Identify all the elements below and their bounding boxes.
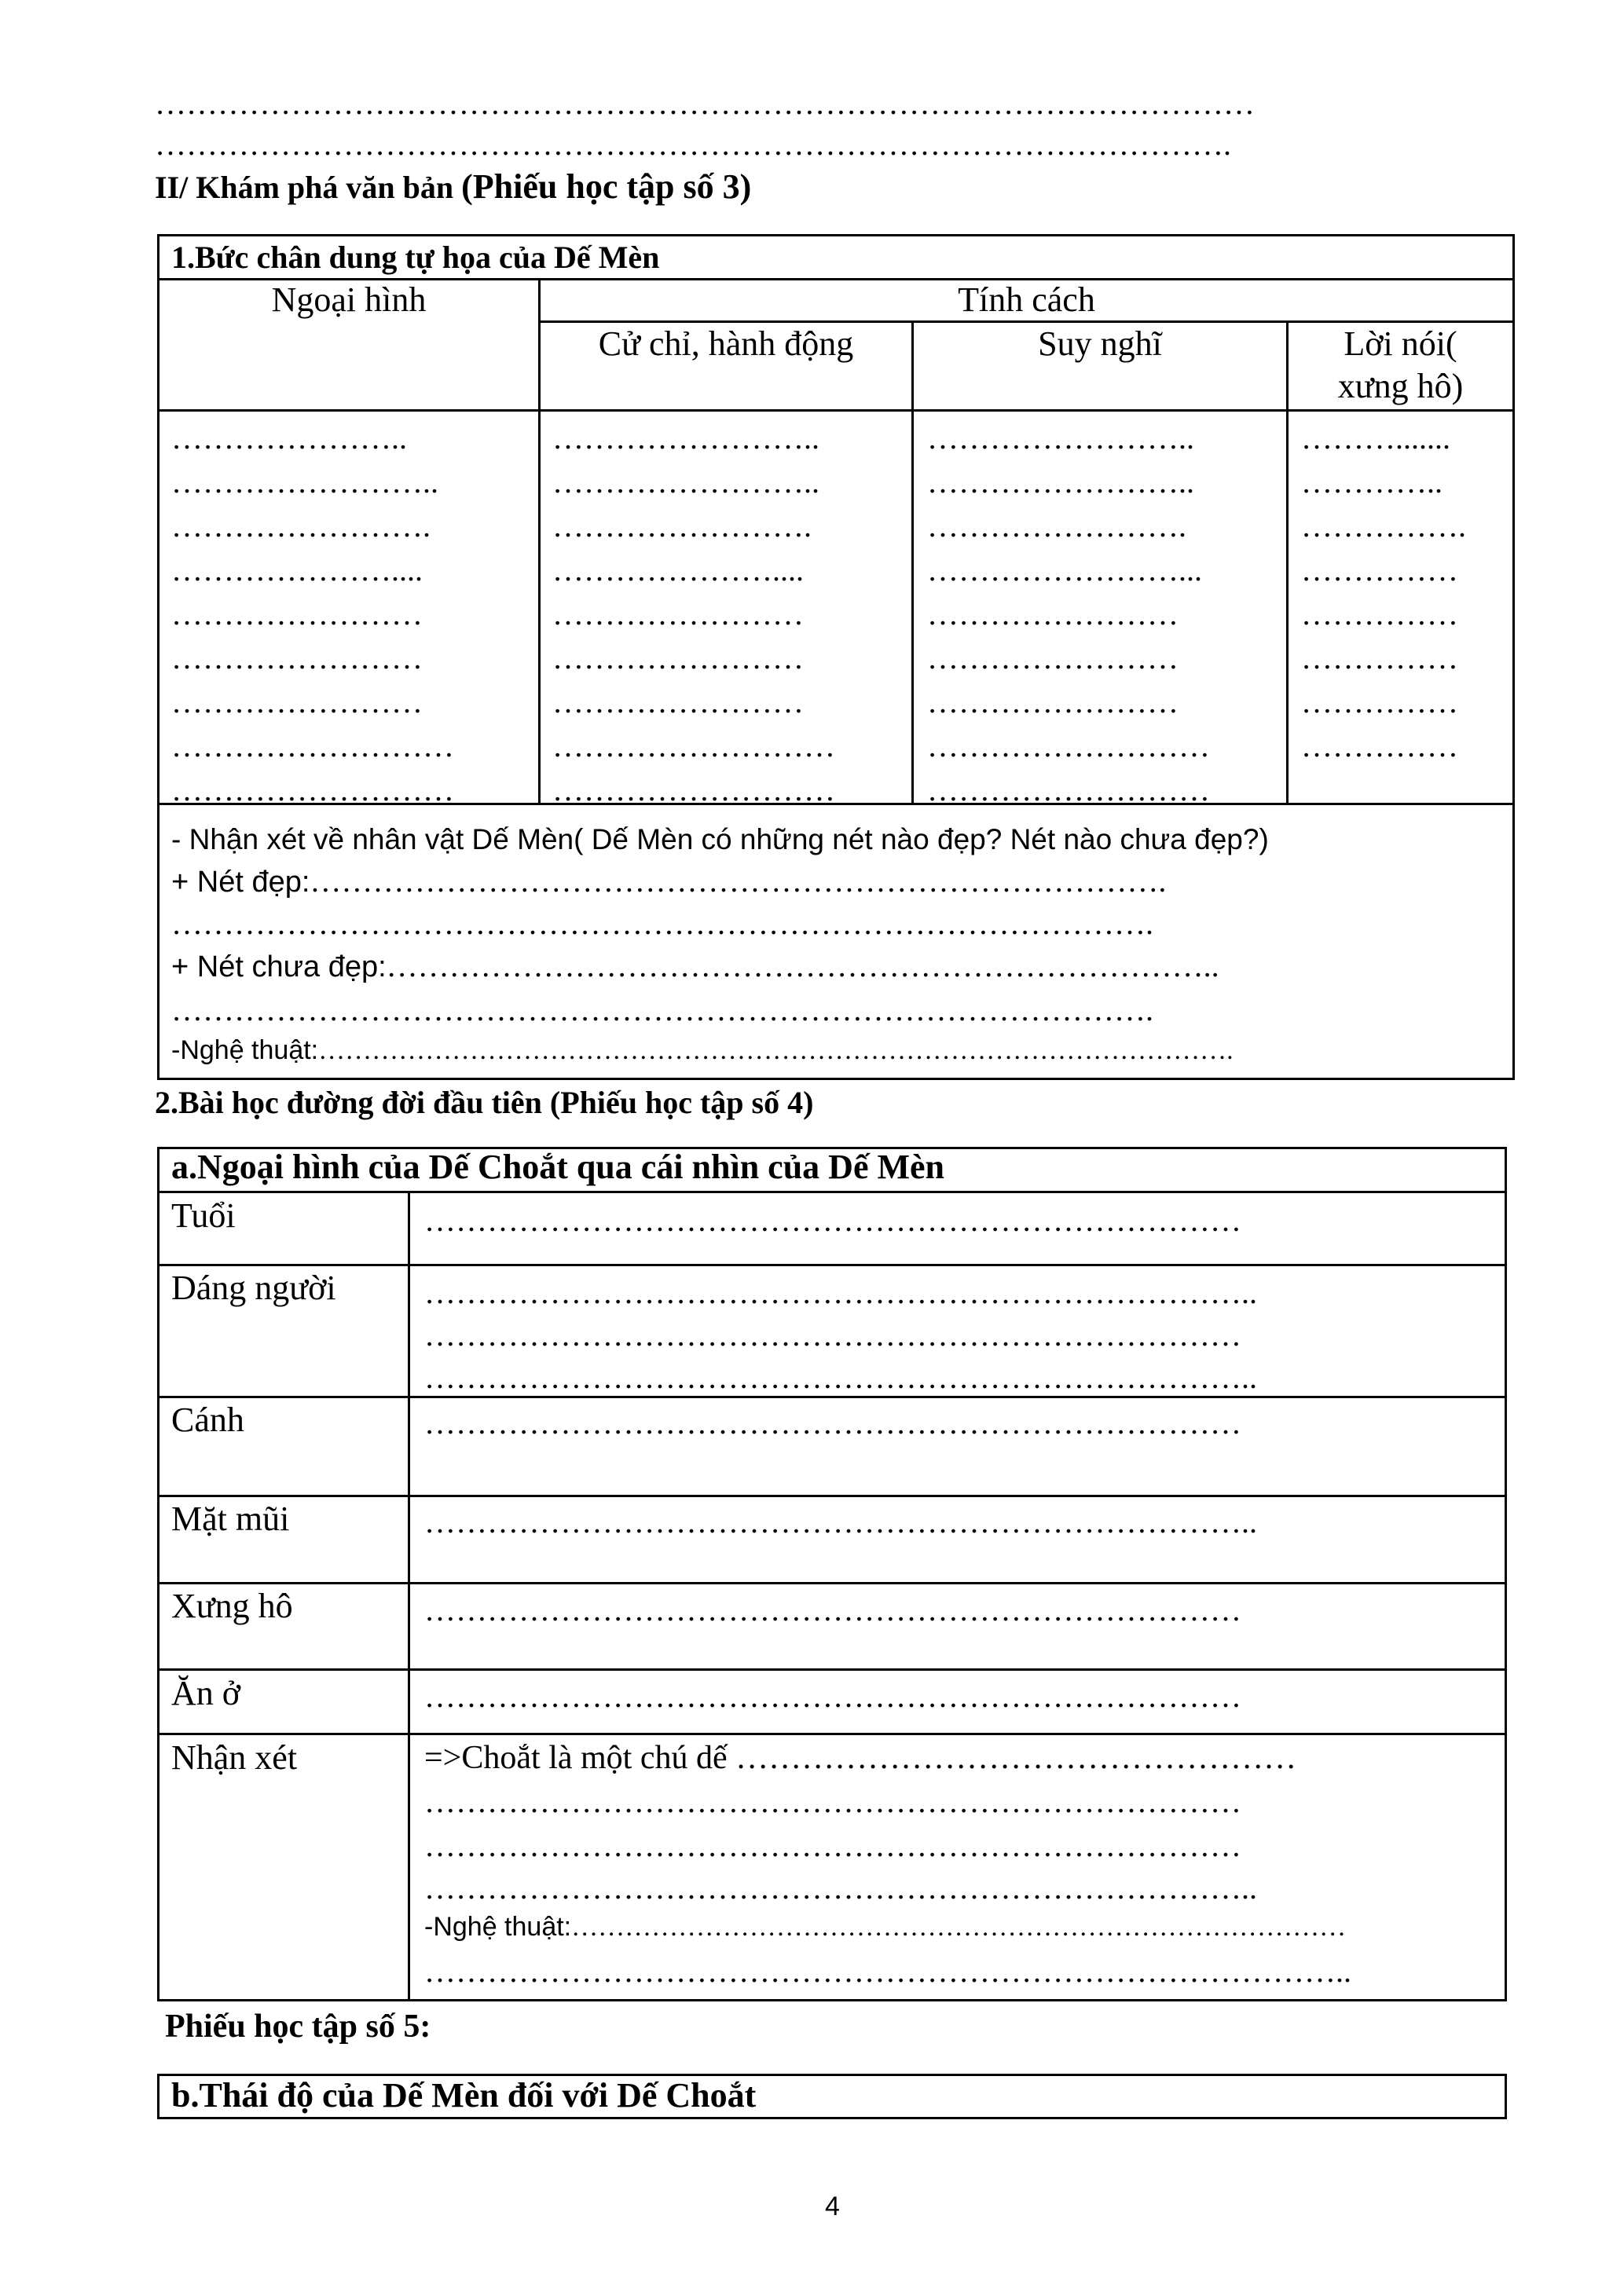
row-dots-living: …………………………………………………………………… bbox=[424, 1679, 1241, 1714]
sub-thoughts-header: Suy nghĩ bbox=[1038, 324, 1162, 363]
art-label-1: -Nghệ thuật: bbox=[171, 1035, 319, 1065]
art-dots-1: …………………………………………………………………………………………. bbox=[318, 1036, 1234, 1065]
dotted-line: ……………………… bbox=[171, 772, 454, 807]
col-personality-header: Tính cách bbox=[958, 280, 1095, 319]
section-heading bbox=[155, 167, 751, 207]
good-traits-label: + Nét đẹp: bbox=[171, 866, 310, 899]
dotted-line: ……………………... bbox=[927, 552, 1202, 588]
dotted-line: …………… bbox=[1301, 640, 1458, 676]
comment-dotted-line-4: …………………………………………………………………………………. bbox=[171, 992, 1153, 1027]
dotted-line: …………………….. bbox=[927, 464, 1194, 500]
sheet5-heading: Phiếu học tập số 5: bbox=[165, 2009, 431, 2045]
dotted-line: ………….. bbox=[1301, 464, 1443, 500]
dotted-line: ……………………… bbox=[552, 728, 835, 764]
dotted-line: ………………….... bbox=[552, 552, 804, 588]
comment-dots-2: …………………………………………………………………… bbox=[424, 1828, 1241, 1863]
speech-dotted-column bbox=[1301, 416, 1512, 768]
dotted-line: …………………….. bbox=[552, 420, 819, 456]
page-number: 4 bbox=[825, 2192, 840, 2221]
sub-speech-header-2: xưng hô) bbox=[1337, 367, 1464, 405]
row-dots-figure-1: …………………………………………………………………….. bbox=[424, 1275, 1257, 1310]
row-label-address: Xưng hô bbox=[171, 1587, 293, 1625]
art-dots-2: …………………………………………………………………………… bbox=[571, 1913, 1347, 1942]
top-dotted-line-2: …………………………………………………………………………………………. bbox=[155, 126, 1231, 162]
comment-dots-1: …………………………………………………………………… bbox=[424, 1784, 1241, 1819]
dotted-line: ……………………. bbox=[552, 508, 812, 544]
dotted-line: …………………… bbox=[552, 596, 804, 632]
comment-dots-3: …………………………………………………………………….. bbox=[424, 1870, 1257, 1906]
comment-first-line: =>Choắt là một chú dế …………………………………………… bbox=[424, 1740, 1297, 1776]
notgood-traits-line bbox=[171, 947, 1219, 984]
row-label-living: Ăn ở bbox=[171, 1674, 241, 1712]
dotted-line: …………… bbox=[1301, 684, 1458, 720]
row-dots-wings: …………………………………………………………………… bbox=[424, 1405, 1241, 1441]
comment-dotted-line-2: …………………………………………………………………………………. bbox=[171, 906, 1153, 941]
notgood-traits-label: + Nét chưa đẹp: bbox=[171, 950, 387, 983]
dotted-line: …………… bbox=[1301, 552, 1458, 588]
actions-dotted-column bbox=[552, 416, 910, 812]
col-appearance-header: Ngoại hình bbox=[271, 280, 427, 319]
top-dotted-line-1: …………………………………………………………………………………………… bbox=[155, 86, 1255, 121]
dotted-line: …………………… bbox=[171, 640, 423, 676]
dotted-line: ……………………. bbox=[927, 508, 1186, 544]
row-label-wings: Cánh bbox=[171, 1401, 244, 1439]
section-sheet-ref: (Phiếu học tập số 3) bbox=[461, 167, 752, 206]
table2-title: a.Ngoại hình của Dế Choắt qua cái nhìn của Dế Mèn bbox=[171, 1148, 945, 1186]
dotted-line: ……………………… bbox=[927, 772, 1210, 807]
good-traits-line bbox=[171, 862, 1166, 899]
dotted-line: ………………….. bbox=[171, 420, 407, 456]
comment-last-line: …………………………………………………………………………….. bbox=[424, 1954, 1351, 1989]
row-label-face: Mặt mũi bbox=[171, 1500, 290, 1538]
dotted-line: ………....... bbox=[1301, 420, 1450, 456]
dotted-line: …………………… bbox=[171, 684, 423, 720]
dotted-line: ……………………. bbox=[171, 508, 431, 544]
thoughts-dotted-column bbox=[927, 416, 1285, 812]
row-dots-figure-2: …………………………………………………………………… bbox=[424, 1317, 1241, 1353]
art-line-1 bbox=[171, 1035, 1234, 1066]
dotted-line: …………………….. bbox=[171, 464, 438, 500]
comment-question: - Nhận xét về nhân vật Dế Mèn( Dế Mèn có những nét nào đẹp? Nét nào chưa đẹp?) bbox=[171, 823, 1269, 855]
sub-actions-header: Cử chỉ, hành động bbox=[598, 324, 854, 363]
row-label-comment: Nhận xét bbox=[171, 1738, 298, 1777]
dotted-line: …………………… bbox=[927, 684, 1179, 720]
dotted-line: ……………………… bbox=[927, 728, 1210, 764]
table1-title: 1.Bức chân dung tự họa của Dế Mèn bbox=[171, 240, 660, 275]
good-traits-dots: ………………………………………………………………………. bbox=[310, 863, 1167, 899]
dotted-line: ……………………… bbox=[171, 728, 454, 764]
row-dots-address: …………………………………………………………………… bbox=[424, 1592, 1241, 1628]
dotted-line: …………………… bbox=[552, 640, 804, 676]
dotted-line: …………………… bbox=[171, 596, 423, 632]
dotted-line: ……………………… bbox=[552, 772, 835, 807]
section-heading-text: II/ Khám phá văn bản bbox=[155, 170, 454, 205]
row-dots-figure-3: …………………………………………………………………….. bbox=[424, 1360, 1257, 1395]
row-label-age: Tuổi bbox=[171, 1196, 236, 1235]
dotted-line: …………… bbox=[1301, 596, 1458, 632]
dotted-line: …………… bbox=[1301, 728, 1458, 764]
dotted-line: …………………….. bbox=[552, 464, 819, 500]
row-dots-face: …………………………………………………………………….. bbox=[424, 1504, 1257, 1540]
dotted-line: …………………….. bbox=[927, 420, 1194, 456]
row-label-figure: Dáng người bbox=[171, 1269, 336, 1307]
sub-speech-header-1: Lời nói( bbox=[1344, 324, 1457, 363]
dotted-line: …………………… bbox=[927, 596, 1179, 632]
notgood-traits-dots: …………………………………………………………………….. bbox=[386, 948, 1219, 983]
row-dots-age: …………………………………………………………………… bbox=[424, 1203, 1241, 1238]
table3-title: b.Thái độ của Dế Mèn đối với Dế Choắt bbox=[171, 2076, 757, 2115]
art-label-2: -Nghệ thuật: bbox=[424, 1912, 572, 1942]
lesson-heading: 2.Bài học đường đời đầu tiên (Phiếu học tập số 4) bbox=[155, 1085, 814, 1120]
dotted-line: ………………….... bbox=[171, 552, 423, 588]
art-line-2 bbox=[424, 1912, 1346, 1943]
appearance-dotted-column bbox=[171, 416, 533, 812]
dotted-line: …………………… bbox=[552, 684, 804, 720]
dotted-line: ……………. bbox=[1301, 508, 1466, 544]
dotted-line: …………………… bbox=[927, 640, 1179, 676]
